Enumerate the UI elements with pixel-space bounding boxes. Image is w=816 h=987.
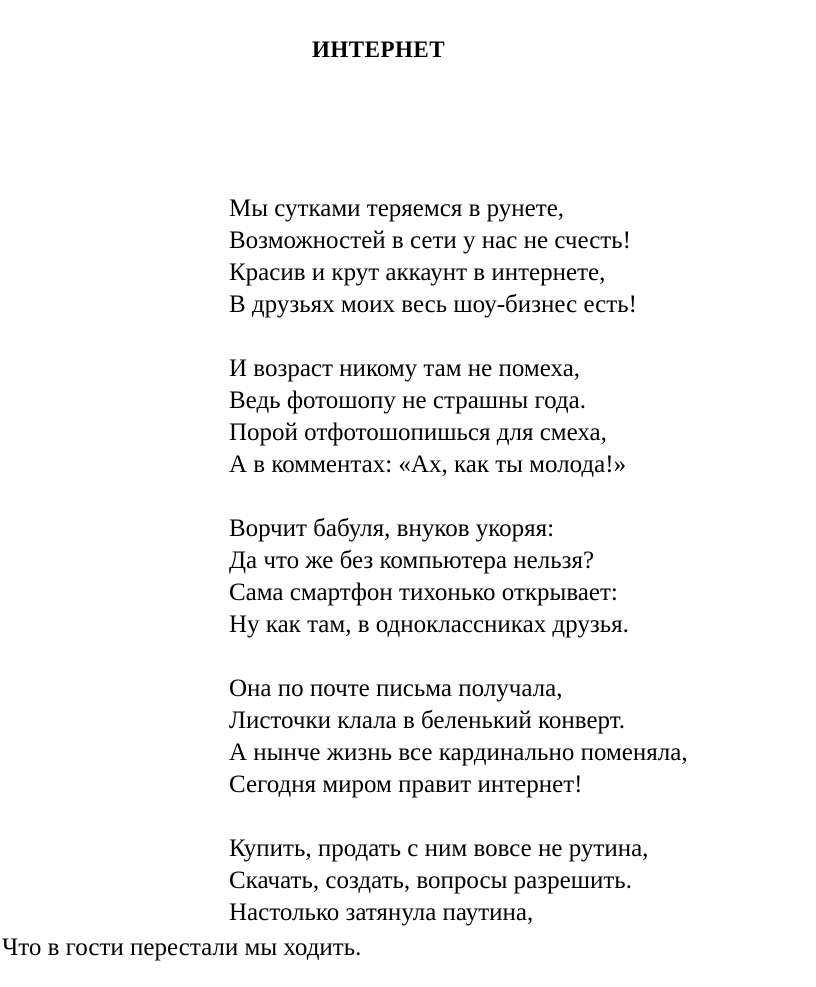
- poem-line: Мы сутками теряемся в рунете,: [229, 195, 565, 222]
- stanza-5: [229, 833, 688, 929]
- poem-line: Купить, продать с ним вовсе не рутина,: [229, 835, 649, 862]
- poem-line: Ведь фотошопу не страшны года.: [229, 387, 586, 414]
- poem-line: В друзьях моих весь шоу-бизнес есть!: [229, 291, 637, 318]
- poem-line: Она по почте письма получала,: [229, 675, 563, 702]
- poem-line: И возраст никому там не помеха,: [229, 355, 581, 382]
- stanza-1: [229, 193, 688, 321]
- stanza-4: [229, 673, 688, 801]
- poem-line: Ну как там, в одноклассниках друзья.: [229, 611, 629, 638]
- stanza-3: [229, 513, 688, 641]
- poem-line: Листочки клала в беленький конверт.: [229, 707, 626, 734]
- poem-line: А в комментах: «Ах, как ты молода!»: [229, 451, 627, 478]
- poem-line: Что в гости перестали мы ходить.: [2, 934, 362, 961]
- poem-line: Сегодня миром правит интернет!: [229, 771, 583, 798]
- poem-line: Возможностей в сети у нас не счесть!: [229, 227, 631, 254]
- poem-line: Красив и крут аккаунт в интернете,: [229, 259, 606, 286]
- poem-line: А нынче жизнь все кардинально поменяла,: [229, 739, 688, 766]
- poem-line: Порой отфотошопишься для смеха,: [229, 419, 607, 446]
- poem-line: Настолько затянула паутина,: [229, 899, 534, 926]
- poem-line: Ворчит бабуля, внуков укоряя:: [229, 515, 555, 542]
- poem-title: ИНТЕРНЕТ: [312, 37, 446, 62]
- poem-line: Сама смартфон тихонько открывает:: [229, 579, 618, 606]
- stanza-2: [229, 353, 688, 481]
- poem-body: [229, 193, 688, 961]
- poem-line: Да что же без компьютера нельзя?: [229, 547, 595, 574]
- poem-line: Скачать, создать, вопросы разрешить.: [229, 867, 632, 894]
